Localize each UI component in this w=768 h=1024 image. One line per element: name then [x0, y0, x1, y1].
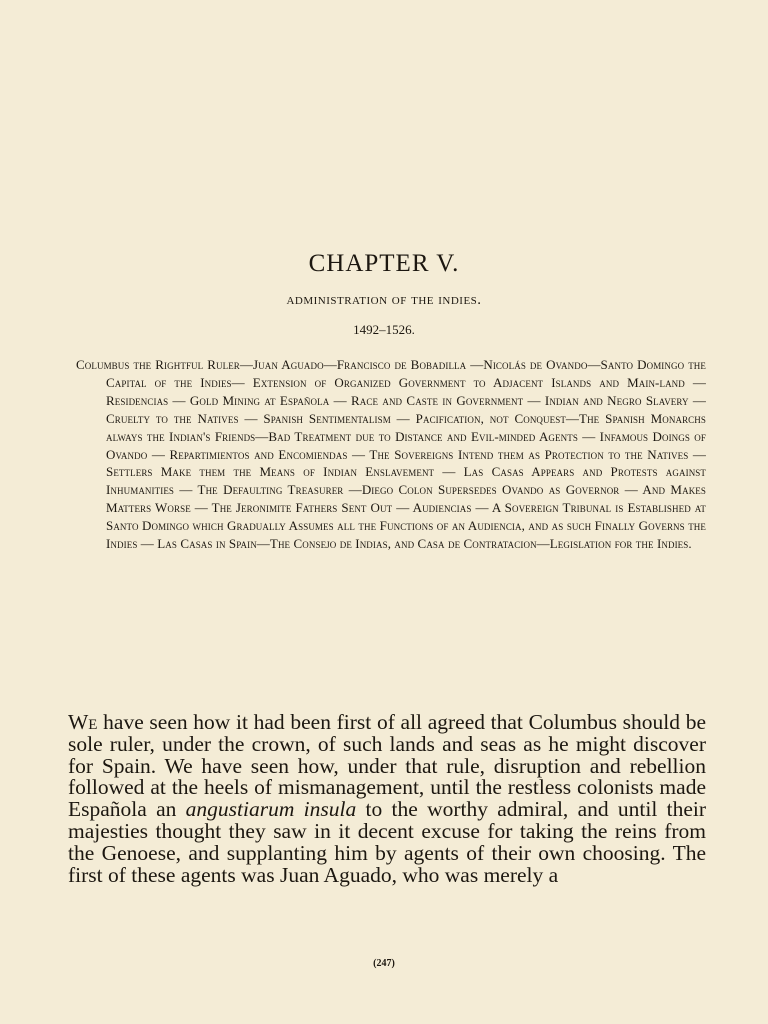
page-number: (247) — [373, 958, 395, 969]
body-text-part2: to the worthy admiral, and until their majesties thought they saw in it decent excuse for taking the reins from the Genoese, and supplanting him by agents of their own choosing. The first of these agents was Juan Aguado, who was merely a — [68, 797, 706, 887]
body-text-part1: have seen how it had been first of all agreed that Columbus should be sole ruler, under the crown, of such lands and seas as he might discover for Spain. We have seen how, under that rule, disruption and rebellion followed at the heels of mismanagement, until the restless colonists made Española an — [68, 710, 706, 822]
body-paragraph — [68, 712, 706, 886]
first-word: We — [68, 710, 98, 734]
chapter-synopsis: Columbus the Rightful Ruler—Juan Aguado—Francisco de Bobadilla —Nicolás de Ovando—Santo Domingo the Capital of the Indies— Extension of Organized Government to Adjacent Islands and Main-land — Residencias — Gold Mining at Española — Race and Caste in Government — Indian and Negro Slavery — Cruelty to the Natives — Spanish Sentimentalism — Pacification, not Conquest—The Spanish Monarchs always the Indian's Friends—Bad Treatment due to Distance and Evil-minded Agents — Infamous Doings of Ovando — Repartimientos and Encomiendas — The Sovereigns Intend them as Protection to the Natives — Settlers Make them the Means of Indian Enslavement — Las Casas Appears and Protests against Inhumanities — The Defaulting Treasurer —Diego Colon Supersedes Ovando as Governor — And Makes Matters Worse — The Jeronimite Fathers Sent Out — Audiencias — A Sovereign Tribunal is Established at Santo Domingo which Gradually Assumes all the Functions of an Audiencia, and as such Finally Governs the Indies — Las Casas in Spain—The Consejo de Indias, and Casa de Contratacion—Legislation for the Indies. — [76, 357, 706, 552]
chapter-title: CHAPTER V. — [308, 250, 460, 277]
italic-phrase: angustiarum insula — [185, 797, 357, 822]
chapter-dates: 1492–1526. — [353, 322, 415, 337]
chapter-subtitle: administration of the indies. — [286, 292, 482, 308]
